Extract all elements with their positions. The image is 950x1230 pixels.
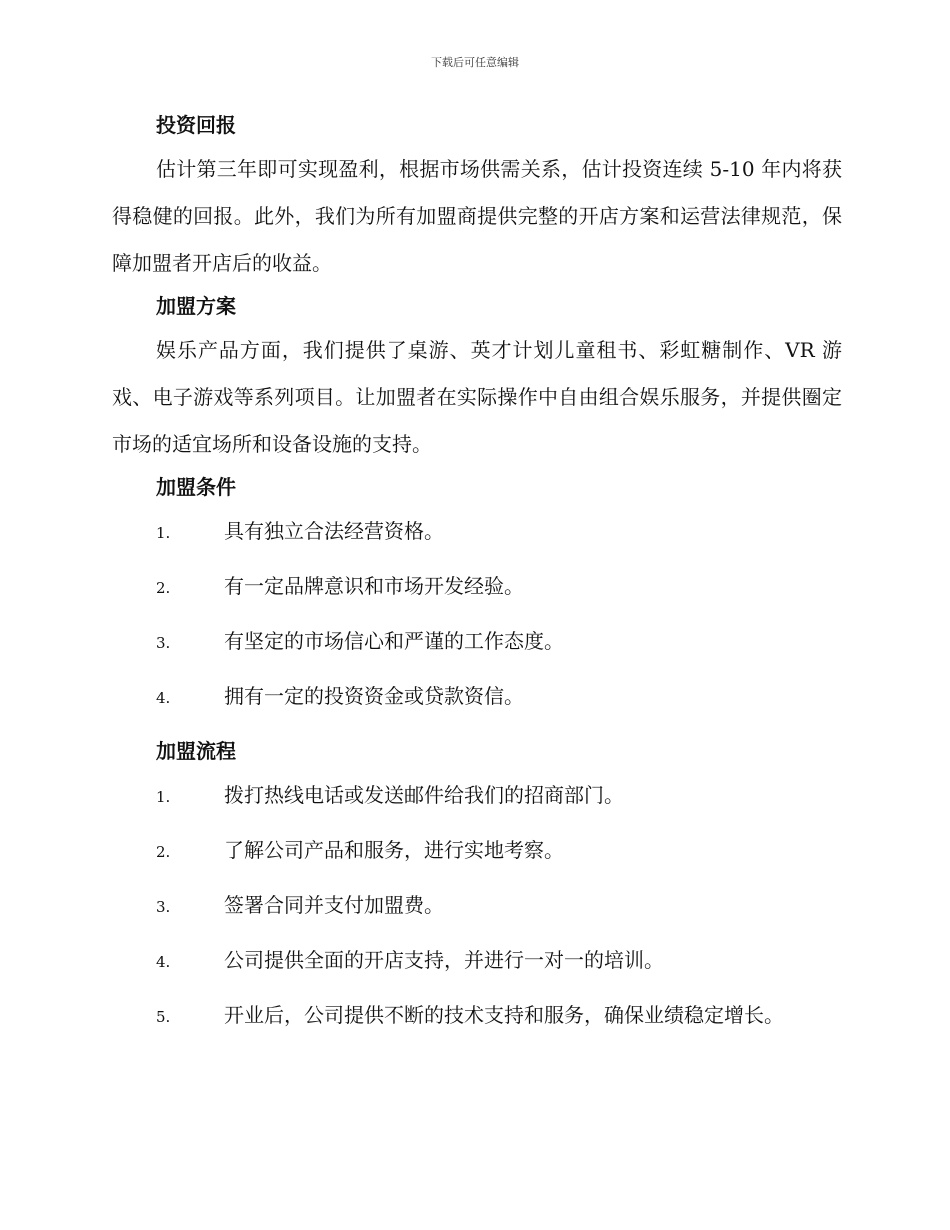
list-text: 开业后，公司提供不断的技术支持和服务，确保业绩稳定增长。	[224, 1003, 784, 1027]
list-text: 拥有一定的投资资金或贷款资信。	[224, 684, 524, 708]
list-item	[112, 569, 842, 624]
page-header: 下载后可任意编辑	[431, 56, 519, 69]
process-list	[112, 778, 842, 1053]
list-item	[112, 624, 842, 679]
section-franchise-process	[112, 734, 842, 1053]
list-text: 签署合同并支付加盟费。	[224, 893, 444, 917]
section-franchise-plan	[112, 289, 842, 468]
list-text: 了解公司产品和服务，进行实地考察。	[224, 838, 564, 862]
list-item	[112, 833, 842, 888]
list-number: 2.	[156, 579, 171, 597]
section-paragraph: 估计第三年即可实现盈利，根据市场供需关系，估计投资连续 5-10 年内将获得稳健的回报。此外，我们为所有加盟商提供完整的开店方案和运营法律规范，保障加盟者开店后的收益。	[112, 157, 842, 275]
section-heading: 加盟方案	[156, 294, 236, 318]
conditions-list	[112, 514, 842, 734]
section-heading: 投资回报	[156, 113, 236, 137]
list-item	[112, 888, 842, 943]
list-number: 1.	[156, 788, 171, 806]
section-paragraph: 娱乐产品方面，我们提供了桌游、英才计划儿童租书、彩虹糖制作、VR 游戏、电子游戏等系列项目。让加盟者在实际操作中自由组合娱乐服务，并提供圈定市场的适宜场所和设备设施的支持。	[112, 338, 842, 456]
list-item	[112, 679, 842, 734]
section-franchise-conditions	[112, 470, 842, 734]
list-text: 公司提供全面的开店支持，并进行一对一的培训。	[224, 948, 664, 972]
section-heading: 加盟流程	[156, 739, 236, 763]
list-text: 拨打热线电话或发送邮件给我们的招商部门。	[224, 783, 624, 807]
list-number: 4.	[156, 689, 171, 707]
section-investment-return	[112, 108, 842, 287]
list-text: 有坚定的市场信心和严谨的工作态度。	[224, 629, 564, 653]
list-item	[112, 943, 842, 998]
list-number: 5.	[156, 1008, 171, 1026]
list-item	[112, 778, 842, 833]
list-number: 4.	[156, 953, 171, 971]
list-number: 2.	[156, 843, 171, 861]
list-number: 3.	[156, 898, 171, 916]
list-item	[112, 514, 842, 569]
list-item	[112, 998, 842, 1053]
list-text: 具有独立合法经营资格。	[224, 519, 444, 543]
list-text: 有一定品牌意识和市场开发经验。	[224, 574, 524, 598]
list-number: 3.	[156, 634, 171, 652]
list-number: 1.	[156, 524, 171, 542]
section-heading: 加盟条件	[156, 475, 236, 499]
document-body	[112, 108, 842, 1053]
